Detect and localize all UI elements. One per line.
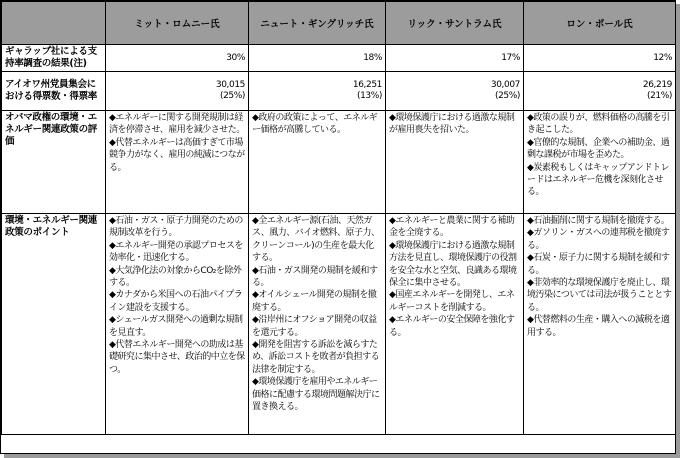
bullet-item: ◆政府の政策によって、エネルギー価格が高騰している。 xyxy=(252,113,378,136)
corner-cell xyxy=(2,2,106,45)
row-label-evaluation: オバマ政権の環境・エネルギー関連政策の評価 xyxy=(2,111,106,214)
bullet-item: ◆石油・ガス・原子力開発のための規制改革を行う。 xyxy=(109,216,243,239)
policy-santorum xyxy=(386,214,524,435)
bullet-item: ◆石油掘削に関する規制を撤廃する。 xyxy=(527,216,670,226)
bullet-item: ◆全エネルギー源(石油、天然ガス、風力、バイオ燃料、原子力、クリーンコール)の生産を最大化する。 xyxy=(252,216,380,264)
bullet-item: ◆オイルシェール開発の規制を撤廃する。 xyxy=(252,290,377,313)
evaluation-santorum xyxy=(386,111,524,214)
bullet-item: ◆非効率的な環境保護庁を廃止し、環境汚染については司法が扱うこととする。 xyxy=(527,278,672,313)
vote-rate: (25%) xyxy=(219,91,245,101)
bullet-item: ◆大気浄化法の対象からCO₂を除外する。 xyxy=(109,265,242,289)
policy-gingrich xyxy=(249,214,386,435)
vote-rate: (13%) xyxy=(356,91,382,101)
iowa-value-gingrich xyxy=(249,72,386,111)
poll-value-romney: 30% xyxy=(106,45,249,72)
bullet-item: ◆エネルギーに関する開発規制は経済を停滞させ、雇用を減少させた。 xyxy=(109,113,245,136)
row-label-policy: 環境・エネルギー関連政策のポイント xyxy=(2,214,106,435)
bullet-item: ◆環境保護庁を雇用やエネルギー価格に配慮する環境問題解決庁に置き換える。 xyxy=(252,377,380,413)
poll-value-gingrich: 18% xyxy=(249,45,386,72)
bullet-item: ◆エネルギーと農業に関する補助金を全廃する。 xyxy=(389,216,515,239)
evaluation-romney xyxy=(106,111,249,214)
vote-count: 26,219 xyxy=(642,80,672,90)
bullet-item: ◆エネルギーの安全保障を強化する。 xyxy=(389,315,515,338)
iowa-value-santorum xyxy=(386,72,524,111)
bullet-item: ◆代替エネルギーは高価すぎて市場競争力がなく、雇用の純減につながる。 xyxy=(109,137,245,173)
vote-count: 30,015 xyxy=(215,80,245,90)
policy-row xyxy=(2,214,676,435)
iowa-value-paul xyxy=(524,72,676,111)
candidate-header-romney: ミット・ロムニー氏 xyxy=(106,2,249,45)
bullet-item: ◆エネルギー開発の承認プロセスを効率化・迅速化する。 xyxy=(109,240,243,264)
bullet-item: ◆シェールガス開発への過剰な規制を見直す。 xyxy=(109,315,243,338)
evaluation-paul xyxy=(524,111,676,214)
bullet-item: ◆国産エネルギーを開発し、エネルギーコストを削減する。 xyxy=(389,290,515,313)
candidate-header-santorum: リック・サントラム氏 xyxy=(386,2,524,45)
candidate-header-gingrich: ニュート・ギングリッチ氏 xyxy=(249,2,386,45)
iowa-value-romney xyxy=(106,72,249,111)
bullet-item: ◆代替エネルギー開発への助成は基礎研究に集中させ、政治的中立を保つ。 xyxy=(109,340,245,375)
evaluation-gingrich xyxy=(249,111,386,214)
bullet-item: ◆石炭・原子力に関する規制を緩和する。 xyxy=(527,253,670,276)
bullet-item: ◆官僚的な規制、企業への補助金、過剰な課税が市場を歪めた。 xyxy=(527,137,670,161)
policy-paul xyxy=(524,214,676,435)
vote-count: 16,251 xyxy=(352,80,382,90)
row-label-iowa: アイオワ州党員集会における得票数・得票率 xyxy=(2,72,106,111)
poll-value-paul: 12% xyxy=(524,45,676,72)
poll-value-santorum: 17% xyxy=(386,45,524,72)
vote-rate: (21%) xyxy=(646,91,672,101)
bullet-item: ◆開発を阻害する訴訟を減らすため、訴訟コストを敗者が負担する法律を制定する。 xyxy=(252,340,380,375)
bullet-item: ◆政策の誤りが、燃料価格の高騰を引き起こした。 xyxy=(527,113,670,136)
bullet-item: ◆炭素税もしくはキャップアンドトレードはエネルギー危機を深刻化させる。 xyxy=(527,162,670,198)
bullet-item: ◆環境保護庁における過激な規制方法を見直し、環境保護庁の役割を安全な水と空気、良識ある環境保全に集中させる。 xyxy=(389,240,517,289)
bullet-item: ◆沿岸州にオフショア開発の収益を還元する。 xyxy=(252,315,377,338)
row-label-poll: ギャラップ社による支持率調査の結果(注) xyxy=(2,45,106,72)
bullet-item: ◆環境保護庁における過激な規制が雇用喪失を招いた。 xyxy=(389,113,515,136)
iowa-row xyxy=(2,72,676,111)
vote-rate: (25%) xyxy=(494,91,520,101)
header-row xyxy=(2,2,676,45)
bullet-item: ◆カナダから米国への石油パイプライン建設を支援する。 xyxy=(109,290,243,313)
policy-romney xyxy=(106,214,249,435)
candidate-policy-table xyxy=(1,1,676,435)
vote-count: 30,007 xyxy=(490,80,520,90)
bullet-item: ◆石油・ガス開発の規制を緩和する。 xyxy=(252,265,378,289)
evaluation-row xyxy=(2,111,676,214)
candidate-header-paul: ロン・ポール氏 xyxy=(524,2,676,45)
bullet-item: ◆代替燃料の生産・購入への減税を適用する。 xyxy=(527,315,670,338)
poll-row xyxy=(2,45,676,72)
bullet-item: ◆ガソリン・ガスへの連邦税を撤廃する。 xyxy=(527,228,670,251)
